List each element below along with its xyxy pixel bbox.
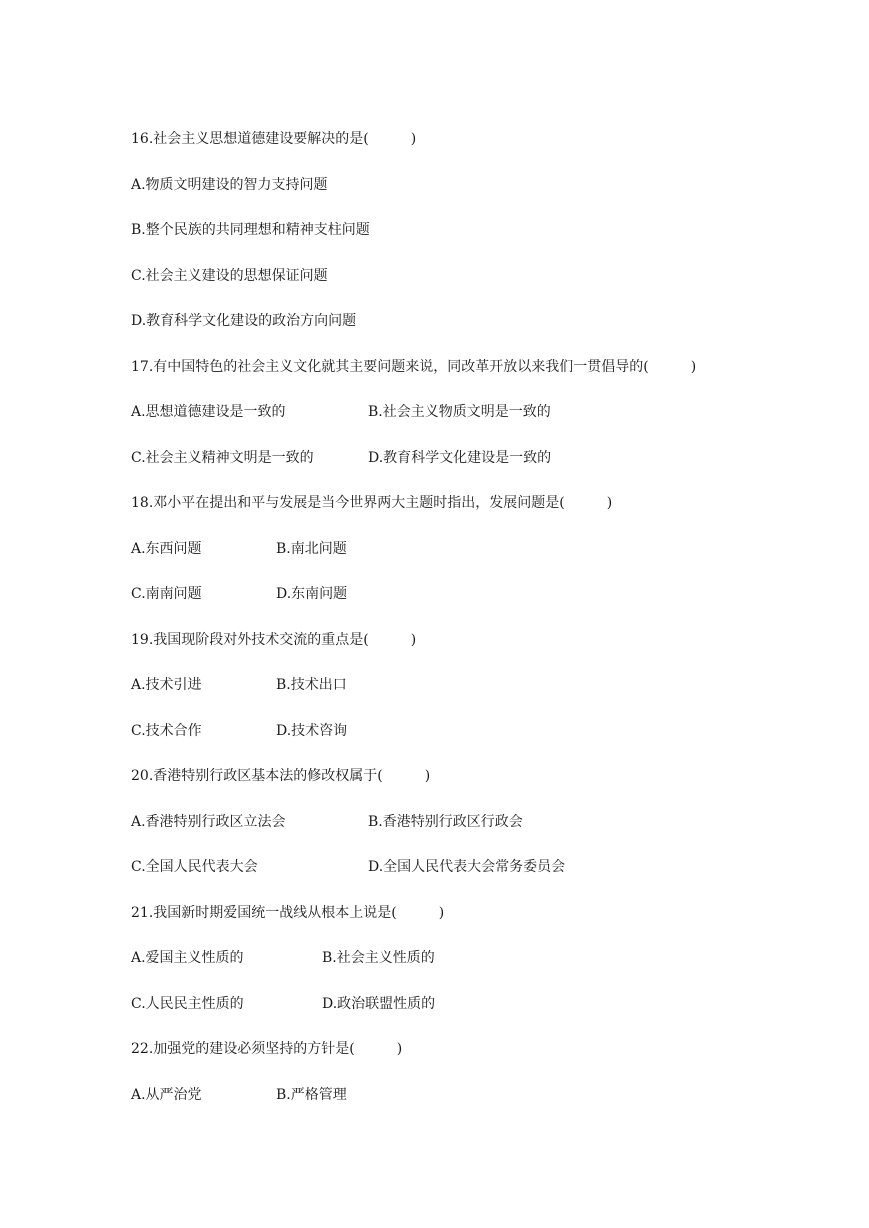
- question-18-option-c: C.南南问题: [131, 586, 202, 602]
- question-17-stem: 17.有中国特色的社会主义文化就其主要问题来说，同改革开放以来我们一贯倡导的( ): [131, 359, 697, 375]
- question-19-option-b: B.技术出口: [276, 677, 347, 693]
- question-19-option-c: C.技术合作: [131, 723, 202, 739]
- question-22-option-b: B.严格管理: [276, 1087, 347, 1103]
- question-20-option-a: A.香港特别行政区立法会: [131, 814, 286, 830]
- question-19-option-d: D.技术咨询: [276, 723, 348, 739]
- question-18-option-a: A.东西问题: [131, 541, 202, 557]
- question-17-option-b: B.社会主义物质文明是一致的: [368, 404, 551, 420]
- question-18-stem: 18.邓小平在提出和平与发展是当今世界两大主题时指出，发展问题是( ): [131, 495, 613, 511]
- question-16-option-c: C.社会主义建设的思想保证问题: [131, 268, 328, 284]
- question-18-option-b: B.南北问题: [276, 541, 347, 557]
- question-21-stem: 21.我国新时期爱国统一战线从根本上说是( ): [131, 905, 445, 921]
- question-19-stem: 19.我国现阶段对外技术交流的重点是( ): [131, 632, 417, 648]
- question-21-option-d: D.政治联盟性质的: [322, 996, 436, 1012]
- question-19-option-a: A.技术引进: [131, 677, 202, 693]
- question-21-option-c: C.人民民主性质的: [131, 996, 244, 1012]
- question-20-option-b: B.香港特别行政区行政会: [368, 814, 523, 830]
- question-17-option-c: C.社会主义精神文明是一致的: [131, 450, 314, 466]
- question-20-option-c: C.全国人民代表大会: [131, 859, 258, 875]
- question-16-option-a: A.物质文明建设的智力支持问题: [131, 177, 328, 193]
- question-21-option-b: B.社会主义性质的: [322, 950, 435, 966]
- question-21-option-a: A.爱国主义性质的: [131, 950, 244, 966]
- question-16-stem: 16.社会主义思想道德建设要解决的是( ): [131, 131, 417, 147]
- question-18-option-d: D.东南问题: [276, 586, 348, 602]
- question-16-option-d: D.教育科学文化建设的政治方向问题: [131, 313, 357, 329]
- question-20-option-d: D.全国人民代表大会常务委员会: [368, 859, 566, 875]
- question-22-stem: 22.加强党的建设必须坚持的方针是( ): [131, 1041, 403, 1057]
- question-17-option-d: D.教育科学文化建设是一致的: [368, 450, 552, 466]
- question-22-option-a: A.从严治党: [131, 1087, 202, 1103]
- question-16-option-b: B.整个民族的共同理想和精神支柱问题: [131, 222, 370, 238]
- question-17-option-a: A.思想道德建设是一致的: [131, 404, 286, 420]
- question-20-stem: 20.香港特别行政区基本法的修改权属于( ): [131, 768, 431, 784]
